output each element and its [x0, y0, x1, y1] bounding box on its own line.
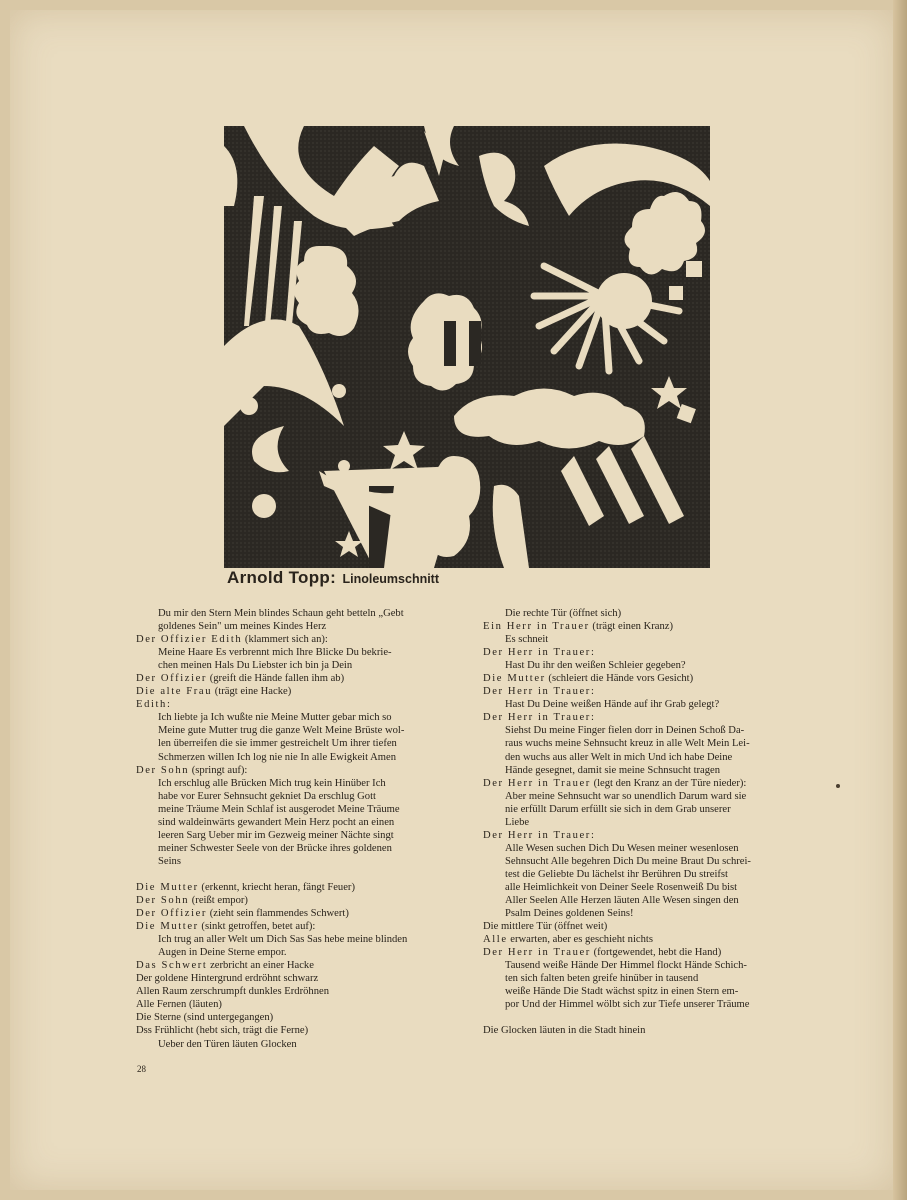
page-number: 28: [137, 1064, 146, 1074]
text-line: habe vor Eurer Sehnsucht gekniet Da erschlug Gott: [158, 790, 376, 802]
speaker-line: [136, 894, 446, 907]
text-line: test die Geliebte Du lächelst ihr Berühren Du streifst: [505, 868, 728, 880]
speaker-name: Der Offizier: [136, 908, 208, 920]
text-line: Ich liebte ja Ich wußte nie Meine Mutter gebar mich so: [158, 712, 392, 724]
stage-direction: (fortgewendet, hebt die Hand): [590, 947, 722, 959]
left-text-column: [136, 607, 446, 1051]
speaker-line: [136, 881, 446, 894]
speaker-line: [136, 764, 446, 777]
speaker-line: [483, 646, 799, 659]
speaker-name: Die Mutter: [136, 881, 199, 893]
speaker-name: Alle: [483, 934, 508, 946]
speaker-line: [136, 907, 446, 920]
caption-artist: Arnold Topp:: [227, 568, 337, 587]
stage-direction: (erkennt, kriecht heran, fängt Feuer): [198, 881, 355, 893]
text-line: Meine gute Mutter trug die ganze Welt Meine Brüste wol-: [158, 725, 405, 737]
text-line: goldenes Sein" um meines Kindes Herz: [158, 621, 327, 633]
text-line: Ich erschlug alle Brücken Mich trug kein Hinüber Ich: [158, 777, 386, 789]
speaker-name: Der Herr in Trauer: [483, 947, 591, 959]
text-line: Die mittlere Tür (öffnet weit): [483, 921, 608, 933]
stage-direction: (greift die Hände fallen ihm ab): [207, 673, 345, 685]
speaker-name: Der Offizier Edith: [136, 634, 243, 646]
text-line: Alle Wesen suchen Dich Du Wesen meiner wesenlosen: [505, 842, 739, 854]
stage-direction: :: [590, 829, 594, 841]
text-line: Aber meine Sehnsucht war so unendlich Darum ward sie: [505, 790, 747, 802]
stage-direction: zerbricht an einer Hacke: [207, 960, 314, 972]
text-line: chen meinen Hals Du Liebster ich bin ja Dein: [158, 660, 353, 672]
speaker-line: [136, 685, 446, 698]
speaker-name: Der Herr in Trauer: [483, 712, 591, 724]
speaker-name: Das Schwert: [136, 960, 208, 972]
speaker-name: Edith: [136, 699, 167, 711]
speaker-line: [136, 920, 446, 933]
speaker-line: [483, 711, 799, 724]
speaker-line: [136, 698, 446, 711]
text-line: raus wuchs meine Sehnsucht kreuz in alle Welt Mein Lei-: [505, 738, 750, 750]
text-line: leeren Sarg Ueber mir im Gezweig meiner Nächte singt: [158, 829, 394, 841]
text-line: alle Heimlichkeit von Deiner Seele Rosenweiß Du bist: [505, 881, 738, 893]
text-line: Liebe: [505, 816, 530, 828]
speaker-line: [483, 777, 799, 790]
speaker-name: Die Mutter: [136, 921, 199, 933]
speaker-line: [483, 946, 799, 959]
text-line: Meine Haare Es verbrennt mich Ihre Blicke Du bekrie-: [158, 647, 392, 659]
text-line: Ueber den Türen läuten Glocken: [158, 1038, 297, 1050]
stage-direction: (klammert sich an):: [242, 634, 328, 646]
speaker-name: Der Sohn: [136, 764, 190, 776]
stage-direction: (sinkt getroffen, betet auf):: [198, 921, 316, 933]
page-edge: [893, 0, 907, 1200]
text-line: Hast Du ihr den weißen Schleier gegeben?: [505, 660, 686, 672]
stage-direction: (schleiert die Hände vors Gesicht): [545, 673, 694, 685]
text-line: sind waldeinwärts gewandert Mein Herz pocht an einen: [158, 816, 395, 828]
speaker-line: [483, 933, 799, 946]
text-line: Siehst Du meine Finger fielen dorr in Deinen Schoß Da-: [505, 725, 745, 737]
speaker-name: Die Mutter: [483, 673, 546, 685]
speaker-name: Ein Herr in Trauer: [483, 621, 590, 633]
speaker-name: Der Herr in Trauer: [483, 829, 591, 841]
stage-direction: (zieht sein flammendes Schwert): [207, 908, 349, 920]
print-speck: [836, 784, 840, 788]
text-line: Aller Seelen Alle Herzen läuten Alle Wesen singen den: [505, 895, 739, 907]
text-line: Hände gesegnet, damit sie meine Schnsucht tragen: [505, 764, 721, 776]
caption-medium: Linoleumschnitt: [342, 572, 440, 586]
text-line: Ich trug an aller Welt um Dich Sas Sas hebe meine blinden: [158, 934, 408, 946]
speaker-line: [483, 620, 799, 633]
text-line: Die rechte Tür (öffnet sich): [505, 608, 622, 619]
speaker-name: Der Herr in Trauer: [483, 647, 591, 659]
text-line: Tausend weiße Hände Der Himmel flockt Hände Schich-: [505, 960, 747, 972]
stage-direction: :: [166, 699, 170, 711]
text-line: Der goldene Hintergrund erdröhnt schwarz: [136, 973, 319, 985]
text-line: Die Sterne (sind untergegangen): [136, 1012, 274, 1024]
text-line: Du mir den Stern Mein blindes Schaun geht betteln „Gebt: [158, 608, 404, 619]
stage-direction: erwarten, aber es geschieht nichts: [507, 934, 653, 946]
linocut-artwork: [224, 126, 710, 568]
speaker-line: [483, 829, 799, 842]
speaker-line: [136, 672, 446, 685]
speaker-line: [136, 959, 446, 972]
stage-direction: :: [590, 712, 594, 724]
text-line: len überreifen die sie immer gestreichelt Um ihrer tiefen: [158, 738, 397, 750]
speaker-line: [483, 672, 799, 685]
text-line: Psalm Deines goldenen Seins!: [505, 908, 634, 920]
stage-direction: (reißt empor): [189, 894, 248, 906]
text-line: meiner Schwester Seele von der Brücke ihres goldenen: [158, 842, 392, 854]
text-line: meine Träume Mein Schlaf ist ausgerodet Meine Träume: [158, 803, 400, 815]
speaker-line: [483, 685, 799, 698]
text-line: Allen Raum zerschrumpft dunkles Erdröhnen: [136, 986, 329, 998]
text-line: Es schneit: [505, 634, 549, 646]
stage-direction: (trägt einen Kranz): [589, 621, 674, 633]
stage-direction: :: [590, 647, 594, 659]
stage-direction: (trägt eine Hacke): [212, 686, 292, 698]
text-line: nie erfüllt Darum erfüllt sie sich in dem Grab unserer: [505, 803, 731, 815]
text-line: por Und der Himmel wölbt sich zur Tiefe unserer Träume: [505, 999, 750, 1011]
text-line: weiße Hände Die Stadt wächst spitz in einen Stern em-: [505, 986, 739, 998]
text-line: Alle Fernen (läuten): [136, 999, 222, 1011]
speaker-name: Der Sohn: [136, 894, 190, 906]
stage-direction: :: [590, 686, 594, 698]
right-text-column: [483, 607, 799, 1038]
stanza-gap: [483, 1011, 799, 1024]
speaker-name: Der Herr in Trauer: [483, 777, 591, 789]
text-line: den wuchs aus aller Welt in mich Und ich habe Deine: [505, 751, 733, 763]
text-line: ten sich falten beten greife hinüber in tausend: [505, 973, 699, 985]
text-line: Die Glocken läuten in die Stadt hinein: [483, 1025, 646, 1037]
text-line: Hast Du Deine weißen Hände auf ihr Grab gelegt?: [505, 699, 720, 711]
text-line: Seins: [158, 855, 181, 867]
speaker-line: [136, 633, 446, 646]
stanza-gap: [136, 868, 446, 881]
text-line: Dss Frühlicht (hebt sich, trägt die Ferne): [136, 1025, 309, 1037]
text-line: Sehnsucht Alle begehren Dich Du meine Braut Du schrei-: [505, 855, 751, 867]
speaker-name: Die alte Frau: [136, 686, 213, 698]
speaker-name: Der Herr in Trauer: [483, 686, 591, 698]
text-line: Augen in Deine Sterne empor.: [158, 947, 287, 959]
text-line: Schmerzen willen Ich log nie nie In alle Ewigkeit Amen: [158, 751, 396, 763]
stage-direction: (springt auf):: [189, 764, 248, 776]
speaker-name: Der Offizier: [136, 673, 208, 685]
stage-direction: (legt den Kranz an der Türe nieder):: [590, 777, 747, 789]
artwork-caption: [227, 568, 687, 588]
